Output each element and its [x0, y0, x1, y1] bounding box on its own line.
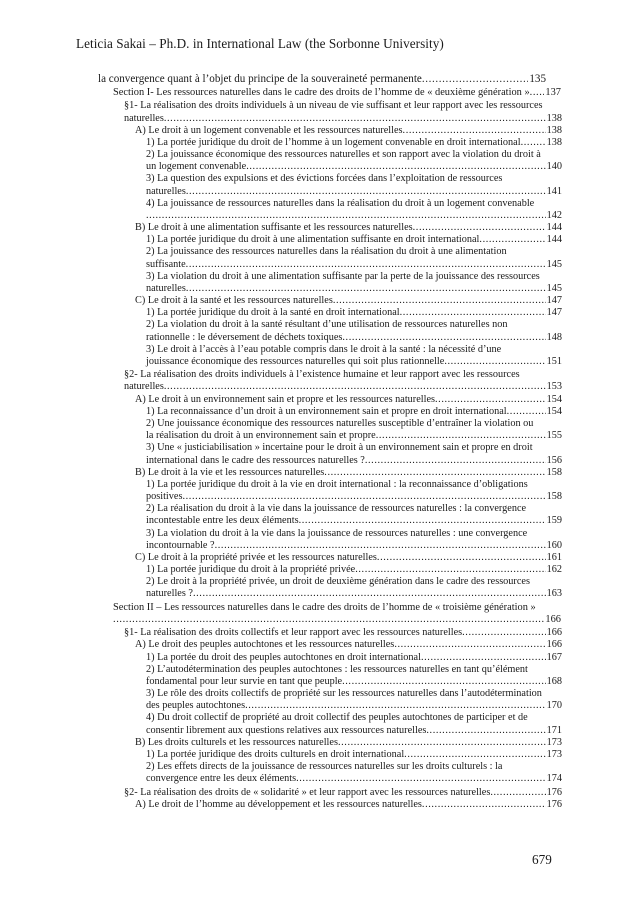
toc-page-number: 144 — [546, 222, 562, 234]
toc-entry[interactable] — [146, 749, 562, 761]
toc-entry[interactable] — [146, 652, 562, 664]
toc-entry[interactable] — [135, 394, 562, 406]
dot-leader — [355, 564, 545, 576]
toc-entry-row — [135, 295, 562, 307]
toc-entry-title: 1) La portée juridique du droit à la propriété privée — [146, 564, 356, 576]
toc-page-number: 158 — [546, 491, 562, 503]
toc-entry-row — [135, 799, 562, 811]
toc-entry-row — [146, 515, 562, 527]
toc-page-number: 166 — [546, 639, 562, 651]
toc-entry[interactable] — [146, 688, 562, 712]
toc-entry-title: C) Le droit à la propriété privée et les ressources naturelles — [135, 551, 377, 563]
toc-entry[interactable] — [113, 602, 561, 626]
toc-entry[interactable] — [146, 406, 562, 418]
page-number: 679 — [532, 852, 552, 867]
toc-page-number: 140 — [546, 161, 562, 173]
toc-page-number: 137 — [545, 86, 561, 98]
toc-entry-row — [146, 234, 562, 246]
toc-page-number: 144 — [546, 234, 562, 246]
toc-entry[interactable] — [146, 564, 562, 576]
toc-entry-title: A) Le droit de l’homme au développement et les ressources naturelles — [135, 798, 422, 810]
toc-entry-line: 2) La jouissance des ressources naturelles dans la réalisation du droit à une alimentation — [146, 246, 507, 258]
toc-entry-line: 2) La réalisation du droit à la vie dans la jouissance de ressources naturelles : la convergence — [146, 503, 527, 515]
toc-page-number: 138 — [546, 124, 562, 136]
toc-page-number: 170 — [546, 700, 562, 712]
toc-entry-line: 1) La portée juridique du droit à la vie en droit international : la reconnaissance d’obligations — [146, 478, 528, 490]
dot-leader — [421, 652, 546, 664]
toc-page-number: 160 — [546, 539, 562, 551]
toc-page-number: 166 — [545, 613, 561, 625]
toc-entry[interactable] — [135, 125, 562, 137]
toc-entry[interactable] — [146, 664, 562, 688]
toc-entry-row — [146, 186, 562, 198]
toc-entry-line: Section II – Les ressources naturelles dans le cadre des droits de l’homme de « troisième génération » — [113, 601, 536, 613]
toc-page-number: 174 — [546, 773, 562, 785]
toc-page-number: 153 — [546, 381, 562, 393]
dot-leader — [324, 467, 545, 479]
toc-entry-row — [146, 332, 562, 344]
dot-leader — [404, 749, 545, 761]
toc-entry-title: naturelles — [146, 185, 186, 197]
toc-entry-title: 1) La reconnaissance d’un droit à un environnement sain et propre en droit international — [146, 405, 507, 417]
toc-entry-line: 2) Le droit à la propriété privée, un droit de deuxième génération dans le cadre des ressources — [146, 576, 530, 588]
dot-leader — [422, 799, 546, 811]
toc-entry-title: B) Le droit à la vie et les ressources naturelles — [135, 466, 325, 478]
toc-entry-line: 3) Une « justiciabilisation » incertaine pour le droit à un environnement sain et propre en droit — [146, 442, 533, 454]
dot-leader — [113, 614, 544, 626]
dot-leader — [377, 552, 546, 564]
toc-page-number: 141 — [546, 185, 562, 197]
dot-leader — [530, 87, 545, 99]
toc-entry-title: convergence entre les deux éléments — [146, 773, 297, 785]
dot-leader — [342, 676, 546, 688]
toc-entry-line: 3) La violation du droit à une alimentation suffisante par la perte de la jouissance des ressources — [146, 270, 540, 282]
toc-entry-row — [146, 540, 562, 552]
toc-page-number: 159 — [546, 515, 562, 527]
toc-entry-title: naturelles — [124, 112, 164, 124]
dot-leader — [394, 639, 545, 651]
toc-entry-title: Section I- Les ressources naturelles dans le cadre des droits de l’homme de « deuxième génération » — [113, 86, 530, 98]
dot-leader — [507, 406, 546, 418]
toc-entry[interactable] — [113, 87, 561, 99]
toc-page-number: 156 — [546, 454, 562, 466]
toc-entry-line: 3) La question des expulsions et des évictions forcées dans l’exploitation de ressources — [146, 173, 503, 185]
toc-page-number: 151 — [546, 355, 562, 367]
toc-entry[interactable] — [135, 552, 562, 564]
toc-entry-title: B) Le droit à une alimentation suffisante et les ressources naturelles — [135, 222, 413, 234]
toc-entry-row — [146, 725, 562, 737]
dot-leader — [164, 113, 546, 125]
toc-entry[interactable] — [124, 627, 562, 639]
toc-entry-row — [135, 125, 562, 137]
dot-leader — [376, 430, 546, 442]
toc-entry-title: des peuples autochtones — [146, 700, 246, 712]
toc-entry[interactable] — [146, 173, 562, 197]
toc-entry-title: positives — [146, 491, 183, 503]
dot-leader — [400, 307, 546, 319]
toc-entry[interactable] — [146, 761, 562, 785]
toc-page-number: 163 — [546, 588, 562, 600]
toc-page-number: 176 — [546, 786, 562, 798]
toc-entry-line: 3) La violation du droit à la vie dans la jouissance de ressources naturelles : une convergence — [146, 527, 528, 539]
toc-entry-row — [146, 773, 562, 785]
toc-entry-row — [146, 161, 562, 173]
toc-entry-title: international dans le cadre des ressources naturelles ? — [146, 454, 365, 466]
toc-entry-row — [146, 491, 562, 503]
toc-entry-title: 1) La portée juridique du droit à une alimentation suffisante en droit international — [146, 234, 480, 246]
toc-entry[interactable] — [135, 467, 562, 479]
toc-entry-title: 1) La portée du droit des peuples autochtones en droit international — [146, 651, 421, 663]
toc-entry-title: la réalisation du droit à un environnement sain et propre — [146, 430, 376, 442]
toc-entry-row — [124, 381, 562, 393]
toc-entry-title: A) Le droit à un logement convenable et les ressources naturelles — [135, 124, 403, 136]
toc-entry[interactable] — [146, 319, 562, 343]
toc-entry[interactable] — [146, 479, 562, 503]
running-header: Leticia Sakai – Ph.D. in International Law (the Sorbonne University) — [76, 36, 444, 51]
toc-entry[interactable] — [146, 307, 562, 319]
toc-entry-row — [113, 614, 561, 626]
toc-entry-line: §2- La réalisation des droits individuels à l’existence humaine et leur rapport avec les ressources — [124, 369, 520, 381]
toc-entry[interactable] — [135, 737, 562, 749]
toc-entry-title: B) Les droits culturels et les ressources naturelles — [135, 736, 338, 748]
toc-entry-line: 2) Les effets directs de la jouissance de ressources naturelles sur les droits culturels : la — [146, 761, 503, 773]
toc-entry-title: rationnelle : le déversement de déchets toxiques — [146, 331, 343, 343]
toc-entry-row — [146, 564, 562, 576]
toc-entry-title: 1) La portée juridique des droits culturels en droit international — [146, 749, 405, 760]
toc-entry[interactable] — [146, 442, 562, 466]
dot-leader — [365, 455, 546, 467]
toc-entry-row — [146, 137, 562, 149]
toc-page-number: 138 — [546, 136, 562, 148]
dot-leader — [186, 283, 546, 295]
toc-entry[interactable] — [135, 639, 562, 651]
dot-leader — [186, 186, 546, 198]
toc-entry-title: consentir librement aux questions relatives aux ressources naturelles — [146, 724, 427, 736]
toc-page-number: 166 — [546, 627, 562, 639]
toc-entry-row — [146, 283, 562, 295]
toc-entry-title: la convergence quant à l’objet du principe de la souveraineté permanente — [98, 73, 422, 86]
toc-entry-row — [146, 676, 562, 688]
toc-entry[interactable] — [146, 344, 562, 368]
toc-page-number: 173 — [546, 749, 562, 760]
toc-entry-title: §1- La réalisation des droits collectifs et leur rapport avec les ressources naturelles — [124, 627, 463, 639]
toc-entry-row — [135, 737, 562, 749]
toc-page-number: 176 — [546, 798, 562, 810]
toc-entry-row — [146, 455, 562, 467]
toc-entry-title: naturelles ? — [146, 588, 193, 600]
toc-entry[interactable] — [146, 271, 562, 295]
toc-entry-title: suffisante — [146, 258, 186, 270]
toc-page-number: 167 — [546, 651, 562, 663]
toc-entry-row — [135, 222, 562, 234]
toc-entry-title: 1) La portée juridique du droit de l’homme à un logement convenable en droit international — [146, 136, 521, 148]
toc-entry-title: A) Le droit des peuples autochtones et les ressources naturelles — [135, 639, 395, 651]
dot-leader — [490, 787, 545, 799]
toc-entry-line: 3) Le rôle des droits collectifs de propriété sur les ressources naturelles dans l’autodétermination — [146, 688, 542, 700]
dot-leader — [246, 161, 545, 173]
toc-entry-title: §2- La réalisation des droits de « solidarité » et leur rapport avec les ressources naturelles — [124, 786, 491, 798]
dot-leader — [164, 381, 546, 393]
toc-page-number: 162 — [546, 564, 562, 576]
toc-page-number: 161 — [546, 551, 562, 563]
dot-leader — [444, 356, 545, 368]
dot-leader — [193, 588, 546, 600]
toc-entry-title: A) Le droit à un environnement sain et propre et les ressources naturelles — [135, 393, 435, 405]
dot-leader — [435, 394, 546, 406]
dot-leader — [426, 725, 545, 737]
toc-page-number: 145 — [546, 258, 562, 270]
toc-entry[interactable] — [146, 137, 562, 149]
toc-entry-title: incontournable ? — [146, 539, 215, 551]
toc-entry-row — [124, 627, 562, 639]
toc-entry-title: 1) La portée juridique du droit à la santé en droit international — [146, 307, 400, 319]
toc-entry-line: 4) Du droit collectif de propriété au droit collectif des peuples autochtones de participer et de — [146, 712, 528, 724]
toc-entry[interactable] — [135, 799, 562, 811]
toc-page-number: 158 — [546, 466, 562, 478]
toc-entry-title: naturelles — [146, 282, 186, 294]
toc-page-number: 145 — [546, 282, 562, 294]
dot-leader — [338, 737, 546, 749]
toc-page-number: 135 — [529, 73, 546, 86]
toc-entry[interactable] — [98, 73, 546, 86]
dot-leader — [215, 540, 546, 552]
dot-leader — [186, 259, 546, 271]
toc-entry[interactable] — [135, 295, 562, 307]
toc-entry-row — [146, 749, 562, 761]
toc-entry-title: naturelles — [124, 381, 164, 393]
dot-leader — [182, 491, 545, 503]
toc-entry-row — [98, 73, 546, 86]
toc-page-number: 147 — [546, 295, 562, 307]
toc-entry-line: 3) Le droit à l’accès à l’eau potable compris dans le droit à la santé : la nécessité d’une — [146, 343, 502, 355]
toc-entry-row — [135, 394, 562, 406]
toc-entry-row — [146, 210, 562, 222]
dot-leader — [521, 137, 546, 149]
toc-entry-line: §1- La réalisation des droits individuels à un niveau de vie suffisant et leur rapport avec les ressources — [124, 100, 543, 112]
dot-leader — [422, 73, 529, 86]
toc-entry[interactable] — [124, 100, 562, 124]
toc-entry-row — [146, 259, 562, 271]
toc-entry-row — [113, 87, 561, 99]
dot-leader — [146, 210, 546, 222]
dot-leader — [403, 125, 546, 137]
dot-leader — [299, 515, 546, 527]
toc-entry-title: jouissance économique des ressources naturelles qui soit plus rationnelle — [146, 355, 445, 367]
toc-entry-row — [146, 406, 562, 418]
toc-page-number: 138 — [546, 112, 562, 124]
toc-entry-title: C) Le droit à la santé et les ressources naturelles — [135, 295, 333, 307]
toc-entry-line: 2) La violation du droit à la santé résultant d’une utilisation de ressources naturelles non — [146, 319, 508, 331]
toc-entry[interactable] — [146, 198, 562, 222]
toc-entry-row — [146, 652, 562, 664]
toc-entry[interactable] — [124, 787, 562, 799]
toc-entry[interactable] — [124, 369, 562, 393]
toc-page-number: 154 — [546, 405, 562, 417]
toc-entry-row — [146, 430, 562, 442]
toc-entry-title: un logement convenable — [146, 161, 247, 173]
toc-page-number: 142 — [546, 209, 562, 221]
dot-leader — [462, 627, 546, 639]
toc-entry-line: 2) L’autodétermination des peuples autochtones : les ressources naturelles en tant qu’élément — [146, 663, 528, 675]
toc-entry[interactable] — [135, 222, 562, 234]
toc-entry[interactable] — [146, 149, 562, 173]
toc-page-number: 168 — [546, 675, 562, 687]
dot-leader — [296, 773, 546, 785]
toc-entry-title: incontestable entre les deux éléments — [146, 515, 299, 527]
toc-entry[interactable] — [146, 246, 562, 270]
dot-leader — [413, 222, 546, 234]
toc-entry[interactable] — [146, 234, 562, 246]
toc-entry-title: fondamental pour leur survie en tant que peuple — [146, 675, 343, 687]
toc-entry[interactable] — [146, 576, 562, 600]
toc-entry-row — [124, 113, 562, 125]
toc-page-number: 173 — [546, 736, 562, 748]
table-of-contents — [0, 72, 638, 811]
toc-entry-row — [135, 552, 562, 564]
toc-entry-row — [135, 467, 562, 479]
dot-leader — [333, 295, 546, 307]
dot-leader — [479, 234, 545, 246]
toc-entry[interactable] — [146, 503, 562, 527]
toc-entry-line: 2) La jouissance économique des ressources naturelles et son rapport avec la violation du droit à — [146, 149, 541, 161]
toc-entry[interactable] — [146, 528, 562, 552]
toc-entry-line: 2) Une jouissance économique des ressources naturelles susceptible d’entraîner la violation ou — [146, 417, 534, 429]
toc-entry-row — [135, 639, 562, 651]
toc-page-number: 147 — [546, 307, 562, 319]
toc-entry-row — [146, 588, 562, 600]
toc-entry-row — [146, 307, 562, 319]
toc-entry[interactable] — [146, 418, 562, 442]
dot-leader — [342, 332, 545, 344]
toc-page-number: 171 — [546, 724, 562, 736]
toc-page-number: 155 — [546, 430, 562, 442]
toc-entry-row — [146, 356, 562, 368]
toc-page-number: 154 — [546, 393, 562, 405]
dot-leader — [245, 700, 546, 712]
toc-entry-row — [146, 700, 562, 712]
toc-page-number: 148 — [546, 331, 562, 343]
toc-entry-row — [124, 787, 562, 799]
toc-entry[interactable] — [146, 712, 562, 736]
toc-entry-line: 4) La jouissance de ressources naturelles dans la réalisation du droit à un logement convenable — [146, 197, 535, 209]
